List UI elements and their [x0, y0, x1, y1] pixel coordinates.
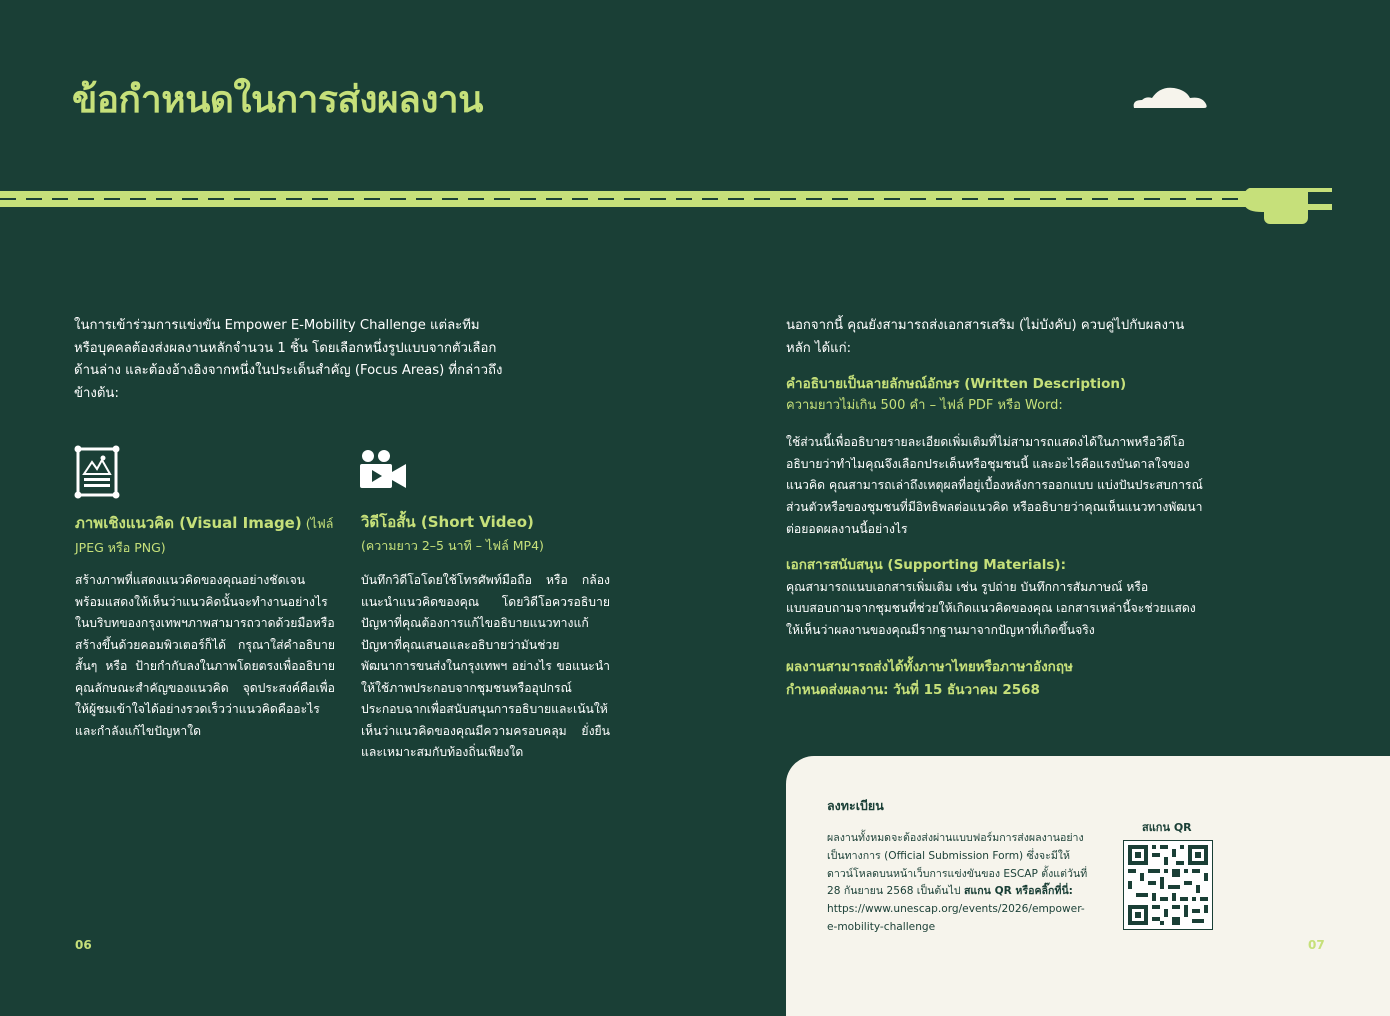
short-video-heading — [361, 511, 621, 557]
short-video-format: (ความยาว 2–5 นาที – ไฟล์ MP4) — [361, 538, 544, 553]
image-frame-icon — [73, 444, 121, 502]
register-link[interactable]: https://www.unescap.org/events/2026/empower-e-mobility-challenge — [827, 903, 1085, 933]
written-description-heading — [786, 374, 1206, 416]
visual-image-title: ภาพเชิงแนวคิด (Visual Image) — [75, 514, 302, 532]
deadline: กำหนดส่งผลงาน: วันที่ 15 ธันวาคม 2568 — [786, 682, 1040, 698]
short-video-body: บันทึกวิดีโอโดยใช้โทรศัพท์มือถือ หรือ กล้อง แนะนำแนวคิดของคุณ โดยวิดีโอควรอธิบายปัญหาที่คุณต้องการแก้ไขอธิบายแนวทางแก้ปัญหาที่คุณเสนอและอธิบายว่ามันช่วยพัฒนาการขนส่งในกรุงเทพฯ อย่างไร ขอแนะนำให้ใช้ภาพประกอบจากชุมชนหรืออุปกรณ์ประกอบฉากเพื่อสนับสนุนการอธิบายและเน้นให้เห็นว่าแนวคิดของคุณมีความครอบคลุม ยั่งยืนและเหมาะสมกับท้องถิ่นเพียงใด — [361, 573, 610, 759]
language-note: ผลงานสามารถส่งได้ทั้งภาษาไทยหรือภาษาอังกฤษ — [786, 659, 1073, 675]
supporting-materials-body: คุณสามารถแนบเอกสารเพิ่มเติม เช่น รูปถ่าย บันทึกการสัมภาษณ์ หรือแบบสอบถามจากชุมชนที่ช่วยให้เกิดแนวคิดของคุณ เอกสารเหล่านี้จะช่วยแสดงให้เห็นว่าผลงานของคุณมีรากฐานมาจากปัญหาที่เกิดขึ้นจริง — [786, 579, 1196, 638]
register-title: ลงทะเบียน — [827, 798, 884, 813]
register-card — [786, 756, 1390, 1016]
register-cta: สแกน QR หรือคลิ๊กที่นี่: — [963, 885, 1073, 898]
visual-image-body: สร้างภาพที่แสดงแนวคิดของคุณอย่างชัดเจน พร้อมแสดงให้เห็นว่าแนวคิดนั้นจะทำงานอย่างไรในบริบทของกรุงเทพฯภาพสามารถวาดด้วยมือหรือสร้างขึ้นด้วยคอมพิวเตอร์ก็ได้ กรุณาใส่คำอธิบายสั้นๆ หรือ ป้ายกำกับลงในภาพโดยตรงเพื่ออธิบายคุณลักษณะสำคัญของแนวคิด จุดประสงค์คือเพื่อให้ผู้ชมเข้าใจได้อย่างรวดเร็วว่าแนวคิดคืออะไร และกำลังแก้ไขปัญหาใด — [75, 573, 335, 738]
visual-image-format: (ไฟล์ JPEG หรือ PNG) — [75, 516, 334, 555]
register-text — [827, 830, 1089, 937]
register-description: ผลงานทั้งหมดจะต้องส่งผ่านแบบฟอร์มการส่งผลงานอย่างเป็นทางการ (Official Submission Form) ซึ่งจะมีให้ดาวน์โหลดบนหน้าเว็บการแข่งขันของ ESCAP ตั้งแต่วันที่ 28 กันยายน 2568 เป็นต้นไป — [827, 832, 1088, 898]
optional-docs-intro: นอกจากนี้ คุณยังสามารถส่งเอกสารเสริม (ไม่บังคับ) ควบคู่ไปกับผลงานหลัก ได้แก่: — [786, 318, 1185, 356]
plug-cable-graphic — [0, 188, 1340, 228]
supporting-materials-title: เอกสารสนับสนุน (Supporting Materials): — [786, 557, 1066, 573]
written-description-format: ความยาวไม่เกิน 500 คำ – ไฟล์ PDF หรือ Word: — [786, 398, 1063, 413]
qr-label: สแกน QR — [1142, 821, 1192, 834]
written-description-title: คำอธิบายเป็นลายลักษณ์อักษร (Written Description) — [786, 376, 1127, 392]
page-number-right: 07 — [1308, 938, 1325, 952]
supporting-materials-block — [786, 555, 1206, 642]
cloud-icon — [1130, 84, 1210, 112]
visual-image-heading — [75, 511, 345, 559]
page-number-left: 06 — [75, 938, 92, 952]
page-title: ข้อกำหนดในการส่งผลงาน — [72, 78, 483, 121]
intro-paragraph: ในการเข้าร่วมการแข่งขัน Empower E-Mobility Challenge แต่ละทีม หรือบุคคลต้องส่งผลงานหลักจำนวน 1 ชิ้น โดยเลือกหนึ่งรูปแบบจากตัวเลือกด้านล่าง และต้องอ้างอิงจากหนึ่งในประเด็นสำคัญ (Focus Areas) ที่กล่าวถึงข้างต้น: — [74, 318, 503, 401]
submission-notes — [786, 656, 1206, 702]
qr-code-icon[interactable] — [1123, 840, 1213, 930]
written-description-body: ใช้ส่วนนี้เพื่ออธิบายรายละเอียดเพิ่มเติมที่ไม่สามารถแสดงได้ในภาพหรือวิดีโอ อธิบายว่าทำไมคุณจึงเลือกประเด็นหรือชุมชนนี้ และอะไรคือแรงบันดาลใจของแนวคิด คุณสามารถเล่าถึงเหตุผลที่อยู่เบื้องหลังการออกแบบ แบ่งปันประสบการณ์ส่วนตัวหรือของชุมชนที่มีอิทธิพลต่อแนวคิด หรืออธิบายว่าคุณเห็นแนวทางพัฒนาต่อยอดผลงานนี้อย่างไร — [786, 435, 1203, 536]
short-video-title: วิดีโอสั้น (Short Video) — [361, 513, 534, 531]
video-camera-icon — [358, 448, 408, 492]
